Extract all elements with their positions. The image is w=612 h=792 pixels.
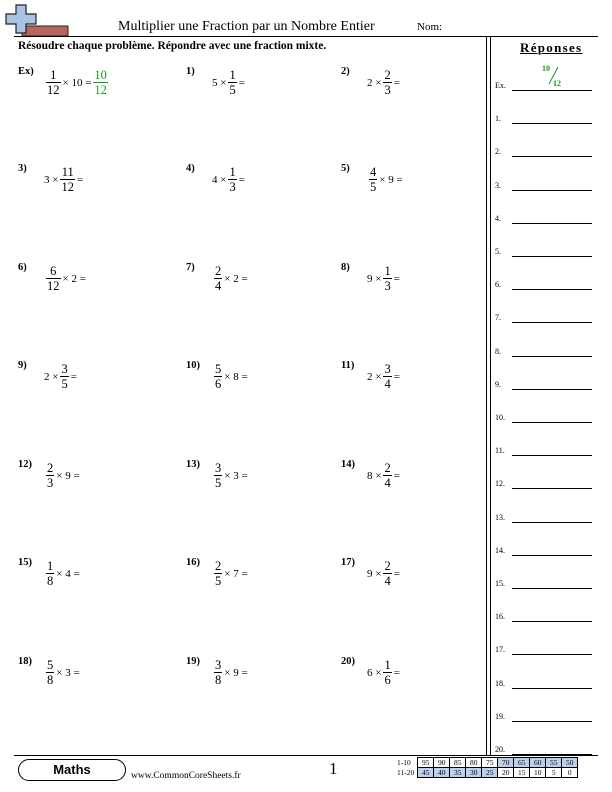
expression-text: × 8 = <box>224 371 248 383</box>
problem-number: 5) <box>341 163 350 174</box>
example-answer-denominator: 12 <box>553 79 561 88</box>
expression-text: × 2 = <box>224 273 248 285</box>
problem-number: 6) <box>18 262 27 273</box>
expression-text: 9 × <box>367 568 382 580</box>
problem-13 <box>186 459 326 499</box>
score-row-label: 1-10 <box>397 758 411 767</box>
answer-19-line[interactable] <box>512 721 592 722</box>
numerator: 2 <box>384 68 391 82</box>
denominator: 3 <box>229 180 236 194</box>
denominator: 4 <box>384 574 391 588</box>
fraction <box>46 462 54 490</box>
footer-divider <box>14 755 598 756</box>
problem-expression <box>367 658 400 688</box>
denominator: 4 <box>215 279 222 293</box>
answer-3-label: 3. <box>495 181 501 190</box>
problem-number: 4) <box>186 163 195 174</box>
problem-8 <box>341 262 481 302</box>
expression-text: × 4 = <box>56 568 80 580</box>
problem-number: 2) <box>341 66 350 77</box>
denominator: 8 <box>215 673 222 687</box>
problem-15 <box>18 557 158 597</box>
denominator: 5 <box>215 476 222 490</box>
expression-text: 2 × <box>367 77 382 89</box>
score-cell: 55 <box>546 758 562 768</box>
score-table <box>395 757 578 778</box>
numerator: 2 <box>215 264 222 278</box>
answers-title: Réponses <box>520 40 583 55</box>
answer-16-line[interactable] <box>512 621 592 622</box>
expression-text: 4 × <box>212 174 227 186</box>
expression-text: 2 × <box>44 371 59 383</box>
expression-text: 9 × <box>367 273 382 285</box>
answer-15-line[interactable] <box>512 588 592 589</box>
problem-number: 18) <box>18 656 32 667</box>
score-cell: 50 <box>562 758 578 768</box>
denominator: 12 <box>47 83 60 97</box>
answer-3-line[interactable] <box>512 190 592 191</box>
numerator: 3 <box>215 461 222 475</box>
fraction <box>214 462 222 490</box>
score-cell: 10 <box>530 768 546 778</box>
problem-expression <box>367 165 403 195</box>
problem-number: 14) <box>341 459 355 470</box>
page-number: 1 <box>329 759 338 778</box>
fraction <box>60 166 75 194</box>
worksheet-title: Multiplier une Fraction par un Nombre Entier <box>118 19 375 34</box>
numerator: 1 <box>384 264 391 278</box>
denominator: 3 <box>47 476 54 490</box>
denominator: 4 <box>384 476 391 490</box>
expression-text: × 10 = <box>62 77 92 89</box>
answer-19-label: 19. <box>495 712 505 721</box>
denominator: 12 <box>47 279 60 293</box>
expression-text: 2 × <box>367 371 382 383</box>
problem-number: 10) <box>186 360 200 371</box>
score-cell: 20 <box>498 768 514 778</box>
answer-9-line[interactable] <box>512 389 592 390</box>
problem-6 <box>18 262 158 302</box>
problem-number: 9) <box>18 360 27 371</box>
problem-number: 7) <box>186 262 195 273</box>
problem-number: 8) <box>341 262 350 273</box>
problem-expression <box>212 559 248 589</box>
expression-text: = <box>238 77 245 89</box>
problem-7 <box>186 262 326 302</box>
problem-number: 20) <box>341 656 355 667</box>
problem-18 <box>18 656 158 696</box>
problem-19 <box>186 656 326 696</box>
expression-text: 8 × <box>367 470 382 482</box>
example-answer-numerator: 10 <box>542 64 550 73</box>
problem-expression <box>212 362 248 392</box>
fraction <box>228 69 236 97</box>
problem-expression <box>212 165 245 195</box>
answer-9-label: 9. <box>495 380 501 389</box>
score-cell: 0 <box>562 768 578 778</box>
answer-13-line[interactable] <box>512 522 592 523</box>
fraction <box>369 166 377 194</box>
problem-number: 15) <box>18 557 32 568</box>
answer-6-label: 6. <box>495 280 501 289</box>
answer-13-label: 13. <box>495 513 505 522</box>
denominator: 12 <box>94 83 107 97</box>
numerator: 1 <box>50 68 57 82</box>
fraction <box>46 69 61 97</box>
answer-11-line[interactable] <box>512 455 592 456</box>
problem-9 <box>18 360 158 400</box>
denominator: 5 <box>215 574 222 588</box>
problem-2 <box>341 66 481 106</box>
expression-text: × 9 = <box>224 667 248 679</box>
score-cell: 85 <box>450 758 466 768</box>
problem-expression <box>212 264 248 294</box>
expression-text: × 2 = <box>62 273 86 285</box>
numerator: 6 <box>50 264 57 278</box>
expression-text: × 7 = <box>224 568 248 580</box>
problem-expression <box>44 658 80 688</box>
problem-17 <box>341 557 481 597</box>
denominator: 6 <box>215 377 222 391</box>
fraction <box>214 659 222 687</box>
fraction <box>93 69 108 97</box>
expression-text: = <box>393 77 400 89</box>
fraction <box>228 166 236 194</box>
answer-1-label: 1. <box>495 114 501 123</box>
fraction <box>60 363 68 391</box>
score-cell: 65 <box>514 758 530 768</box>
numerator: 2 <box>215 559 222 573</box>
problem-number: 11) <box>341 360 355 371</box>
score-cell: 90 <box>434 758 450 768</box>
answer-8-label: 8. <box>495 347 501 356</box>
denominator: 3 <box>384 83 391 97</box>
denominator: 6 <box>384 673 391 687</box>
numerator: 2 <box>384 461 391 475</box>
numerator: 5 <box>215 362 222 376</box>
numerator: 10 <box>94 68 107 82</box>
answer-2-label: 2. <box>495 147 501 156</box>
fraction <box>383 265 391 293</box>
problem-10 <box>186 360 326 400</box>
expression-text: = <box>393 273 400 285</box>
problem-expression <box>212 461 248 491</box>
fraction <box>383 69 391 97</box>
fraction <box>383 363 391 391</box>
expression-text: = <box>70 371 77 383</box>
expression-text: = <box>76 174 84 186</box>
answer-17-label: 17. <box>495 645 505 654</box>
numerator: 3 <box>384 362 391 376</box>
problem-number: 12) <box>18 459 32 470</box>
header-divider <box>14 36 598 37</box>
denominator: 5 <box>229 83 236 97</box>
fraction <box>46 560 54 588</box>
fraction <box>214 265 222 293</box>
score-cell: 35 <box>450 768 466 778</box>
answer-16-label: 16. <box>495 612 505 621</box>
numerator: 5 <box>47 658 54 672</box>
problem-number: 19) <box>186 656 200 667</box>
expression-text: 3 × <box>44 174 59 186</box>
problem-number: 13) <box>186 459 200 470</box>
problem-12 <box>18 459 158 499</box>
answer-20-label: 20. <box>495 745 505 754</box>
instructions: Résoudre chaque problème. Répondre avec une fraction mixte. <box>18 40 327 52</box>
score-cell: 80 <box>466 758 482 768</box>
problem-expression <box>44 559 80 589</box>
expression-text: × 3 = <box>224 470 248 482</box>
fraction <box>214 363 222 391</box>
problem-20 <box>341 656 481 696</box>
answer-14-label: 14. <box>495 546 505 555</box>
problem-1 <box>186 66 326 106</box>
problem-number: 16) <box>186 557 200 568</box>
score-cell: 25 <box>482 768 498 778</box>
problem-11 <box>341 360 481 400</box>
problem-expression <box>367 461 400 491</box>
numerator: 1 <box>229 165 236 179</box>
problem-expression <box>212 658 248 688</box>
answer-12-line[interactable] <box>512 488 592 489</box>
numerator: 3 <box>215 658 222 672</box>
website-link[interactable]: www.CommonCoreSheets.fr <box>131 771 241 781</box>
answer-8-line[interactable] <box>512 356 592 357</box>
problem-expression <box>367 559 400 589</box>
answer-column-divider <box>486 36 487 755</box>
denominator: 12 <box>61 180 74 194</box>
score-row-label: 11-20 <box>397 768 415 777</box>
answer-17-line[interactable] <box>512 654 592 655</box>
problem-expression <box>44 165 83 195</box>
problem-14 <box>341 459 481 499</box>
answer-4-line[interactable] <box>512 223 592 224</box>
answer-2-line[interactable] <box>512 156 592 157</box>
expression-text: = <box>238 174 245 186</box>
problem-number: 3) <box>18 163 27 174</box>
answer-1-line[interactable] <box>512 123 592 124</box>
score-cell: 5 <box>546 768 562 778</box>
expression-text: = <box>393 568 400 580</box>
problem-expression <box>367 362 400 392</box>
answer-18-label: 18. <box>495 679 505 688</box>
example-problem <box>18 66 158 106</box>
subject-badge: Maths <box>18 759 126 781</box>
problem-number: Ex) <box>18 66 34 77</box>
fraction <box>46 659 54 687</box>
expression-text: × 9 = <box>56 470 80 482</box>
score-cell: 40 <box>434 768 450 778</box>
denominator: 3 <box>384 279 391 293</box>
fraction <box>383 659 391 687</box>
plus-sign-logo <box>4 3 70 36</box>
expression-text: = <box>393 371 400 383</box>
expression-text: × 3 = <box>56 667 80 679</box>
answer-6-line[interactable] <box>512 289 592 290</box>
score-cell: 15 <box>514 768 530 778</box>
problem-number: 1) <box>186 66 195 77</box>
denominator: 8 <box>47 574 54 588</box>
answer-5-line[interactable] <box>512 256 592 257</box>
score-cell: 75 <box>482 758 498 768</box>
problem-expression <box>367 264 400 294</box>
numerator: 4 <box>370 165 377 179</box>
answer-example-line[interactable] <box>512 90 592 91</box>
answer-7-line[interactable] <box>512 322 592 323</box>
problem-expression <box>44 362 77 392</box>
answer-7-label: 7. <box>495 313 501 322</box>
problem-16 <box>186 557 326 597</box>
expression-text: × 9 = <box>379 174 403 186</box>
answer-12-label: 12. <box>495 479 505 488</box>
score-cell: 95 <box>418 758 434 768</box>
expression-text: = <box>393 667 400 679</box>
score-cell: 70 <box>498 758 514 768</box>
fraction <box>383 560 391 588</box>
numerator: 2 <box>47 461 54 475</box>
answer-15-label: 15. <box>495 579 505 588</box>
denominator: 5 <box>61 377 68 391</box>
fraction <box>214 560 222 588</box>
answer-14-line[interactable] <box>512 555 592 556</box>
problem-expression <box>44 68 110 98</box>
answer-example-label: Ex. <box>495 81 506 90</box>
fraction <box>383 462 391 490</box>
problem-3 <box>18 163 158 203</box>
problem-expression <box>212 68 245 98</box>
answer-5-label: 5. <box>495 247 501 256</box>
score-row <box>395 768 578 778</box>
problem-5 <box>341 163 481 203</box>
problem-expression <box>367 68 400 98</box>
problem-4 <box>186 163 326 203</box>
denominator: 4 <box>384 377 391 391</box>
expression-text: 5 × <box>212 77 227 89</box>
answer-4-label: 4. <box>495 214 501 223</box>
answer-10-line[interactable] <box>512 422 592 423</box>
numerator: 3 <box>61 362 68 376</box>
answer-11-label: 11. <box>495 446 505 455</box>
expression-text: 6 × <box>367 667 382 679</box>
denominator: 5 <box>370 180 377 194</box>
problem-number: 17) <box>341 557 355 568</box>
score-row <box>395 758 578 768</box>
numerator: 1 <box>229 68 236 82</box>
fraction <box>46 265 61 293</box>
problem-expression <box>44 461 80 491</box>
answer-18-line[interactable] <box>512 688 592 689</box>
score-cell: 60 <box>530 758 546 768</box>
numerator: 1 <box>384 658 391 672</box>
name-label: Nom: <box>417 21 443 33</box>
denominator: 8 <box>47 673 54 687</box>
problem-expression <box>44 264 86 294</box>
numerator: 1 <box>47 559 54 573</box>
example-answer <box>538 64 568 90</box>
answer-10-label: 10. <box>495 413 505 422</box>
answer-column-divider <box>490 36 491 755</box>
numerator: 2 <box>384 559 391 573</box>
numerator: 11 <box>61 165 74 179</box>
score-cell: 45 <box>418 768 434 778</box>
expression-text: = <box>393 470 400 482</box>
score-cell: 30 <box>466 768 482 778</box>
